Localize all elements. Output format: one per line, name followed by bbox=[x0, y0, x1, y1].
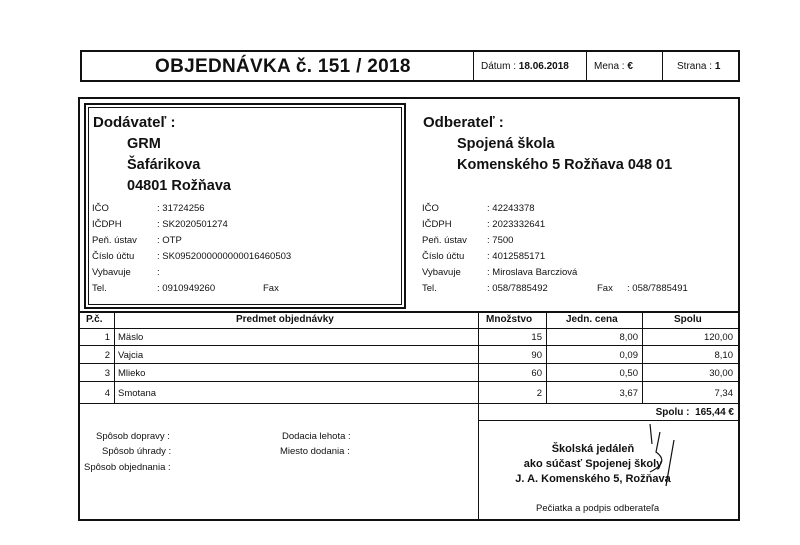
customer-contact-value: : Miroslava Barcziová bbox=[487, 267, 578, 278]
date-value: 18.06.2018 bbox=[518, 61, 569, 72]
currency-value: € bbox=[627, 61, 633, 72]
date-label: Dátum : bbox=[481, 61, 517, 72]
table-row-item: Mäslo bbox=[118, 332, 144, 343]
document-title: OBJEDNÁVKA č. 151 / 2018 bbox=[155, 56, 411, 77]
customer-bank-label: Peň. ústav bbox=[422, 235, 467, 246]
supplier-street: Šafárikova bbox=[127, 157, 201, 173]
supplier-icdph-label: IČDPH bbox=[92, 219, 122, 230]
supplier-account-value: : SK0952000000000016460503 bbox=[157, 251, 292, 262]
header-divider bbox=[473, 51, 474, 81]
table-row-no: 4 bbox=[104, 388, 110, 399]
col-header-total: Spolu bbox=[674, 314, 702, 325]
col-header-price: Jedn. cena bbox=[566, 314, 618, 325]
table-row-item: Vajcia bbox=[118, 350, 144, 361]
table-col-line bbox=[114, 311, 115, 403]
sum-line bbox=[478, 420, 739, 421]
table-row-line bbox=[79, 363, 739, 364]
table-top-line bbox=[79, 311, 739, 313]
supplier-fax-label: Fax bbox=[263, 283, 279, 294]
supplier-name: GRM bbox=[127, 136, 161, 152]
customer-name: Spojená škola bbox=[457, 136, 555, 152]
table-row-no: 2 bbox=[104, 350, 110, 361]
customer-contact-label: Vybavuje bbox=[422, 267, 461, 278]
table-row-item: Smotana bbox=[118, 388, 157, 399]
date-field bbox=[481, 61, 569, 72]
table-col-line bbox=[546, 311, 547, 403]
customer-account-value: : 4012585171 bbox=[487, 251, 546, 262]
table-row-total: 7,34 bbox=[714, 388, 733, 399]
table-bottom-line bbox=[79, 403, 739, 404]
supplier-ico-value: : 31724256 bbox=[157, 203, 205, 214]
supplier-tel-label: Tel. bbox=[92, 283, 107, 294]
supplier-ico-label: IČO bbox=[92, 203, 109, 214]
table-row-qty: 15 bbox=[531, 332, 542, 343]
stamp-line: J. A. Komenského 5, Rožňava bbox=[515, 473, 671, 485]
delivery-place-label: Miesto dodania : bbox=[280, 446, 350, 457]
stamp-line: Školská jedáleň bbox=[551, 443, 635, 455]
col-header-qty: Množstvo bbox=[486, 314, 533, 325]
customer-fax-label: Fax bbox=[597, 283, 613, 294]
sum-total bbox=[612, 407, 734, 418]
table-row-qty: 2 bbox=[536, 388, 542, 399]
customer-tel-label: Tel. bbox=[422, 283, 437, 294]
table-row-qty: 60 bbox=[531, 368, 542, 379]
signature bbox=[630, 422, 690, 492]
col-header-no: P.č. bbox=[86, 314, 103, 325]
header-divider bbox=[662, 51, 663, 81]
customer-ico-label: IČO bbox=[422, 203, 439, 214]
payment-label: Spôsob úhrady : bbox=[102, 446, 172, 457]
page-label: Strana : bbox=[677, 61, 713, 72]
supplier-contact-value: : bbox=[157, 267, 160, 278]
table-row-price: 0,09 bbox=[619, 350, 638, 361]
supplier-contact-label: Vybavuje bbox=[92, 267, 131, 278]
table-header-line bbox=[79, 328, 739, 329]
sum-value: 165,44 € bbox=[695, 407, 734, 418]
currency-field bbox=[594, 61, 633, 72]
customer-account-label: Číslo účtu bbox=[422, 251, 465, 262]
supplier-icdph-value: : SK2020501274 bbox=[157, 219, 228, 230]
table-row-total: 120,00 bbox=[703, 332, 733, 343]
header-divider bbox=[586, 51, 587, 81]
customer-icdph-label: IČDPH bbox=[422, 219, 452, 230]
customer-ico-value: : 42243378 bbox=[487, 203, 535, 214]
table-row-total: 8,10 bbox=[714, 350, 733, 361]
supplier-account-label: Číslo účtu bbox=[92, 251, 135, 262]
order-method-label: Spôsob objednania : bbox=[84, 462, 171, 473]
page-value: 1 bbox=[714, 61, 721, 72]
table-col-line bbox=[642, 311, 643, 403]
customer-fax-value: : 058/7885491 bbox=[627, 283, 688, 294]
customer-bank-value: : 7500 bbox=[487, 235, 514, 246]
stamp-line: ako súčasť Spojenej školy bbox=[523, 458, 663, 470]
supplier-heading: Dodávateľ : bbox=[93, 114, 176, 131]
table-row-price: 3,67 bbox=[619, 388, 638, 399]
supplier-city: 04801 Rožňava bbox=[127, 178, 231, 194]
table-col-line bbox=[478, 311, 479, 521]
table-row-qty: 90 bbox=[531, 350, 542, 361]
table-row-no: 3 bbox=[104, 368, 110, 379]
customer-tel-value: : 058/7885492 bbox=[487, 283, 548, 294]
supplier-tel-value: : 0910949260 bbox=[157, 283, 216, 294]
customer-heading: Odberateľ : bbox=[423, 114, 504, 131]
currency-label: Mena : bbox=[594, 61, 625, 72]
supplier-bank-value: : OTP bbox=[157, 235, 182, 246]
sum-label: Spolu : bbox=[655, 407, 690, 418]
transport-label: Spôsob dopravy : bbox=[96, 431, 170, 442]
delivery-term-label: Dodacia lehota : bbox=[282, 431, 351, 442]
table-row-line bbox=[79, 345, 739, 346]
supplier-bank-label: Peň. ústav bbox=[92, 235, 137, 246]
page-field bbox=[677, 61, 720, 72]
table-row-total: 30,00 bbox=[709, 368, 733, 379]
table-row-no: 1 bbox=[104, 332, 110, 343]
table-row-price: 8,00 bbox=[619, 332, 638, 343]
customer-icdph-value: : 2023332641 bbox=[487, 219, 546, 230]
table-row-item: Mlieko bbox=[118, 368, 146, 379]
table-row-line bbox=[79, 381, 739, 382]
col-header-item: Predmet objednávky bbox=[236, 314, 334, 325]
signature-label: Pečiatka a podpis odberateľa bbox=[536, 503, 660, 514]
table-row-price: 0,50 bbox=[619, 368, 638, 379]
customer-address: Komenského 5 Rožňava 048 01 bbox=[457, 157, 673, 173]
